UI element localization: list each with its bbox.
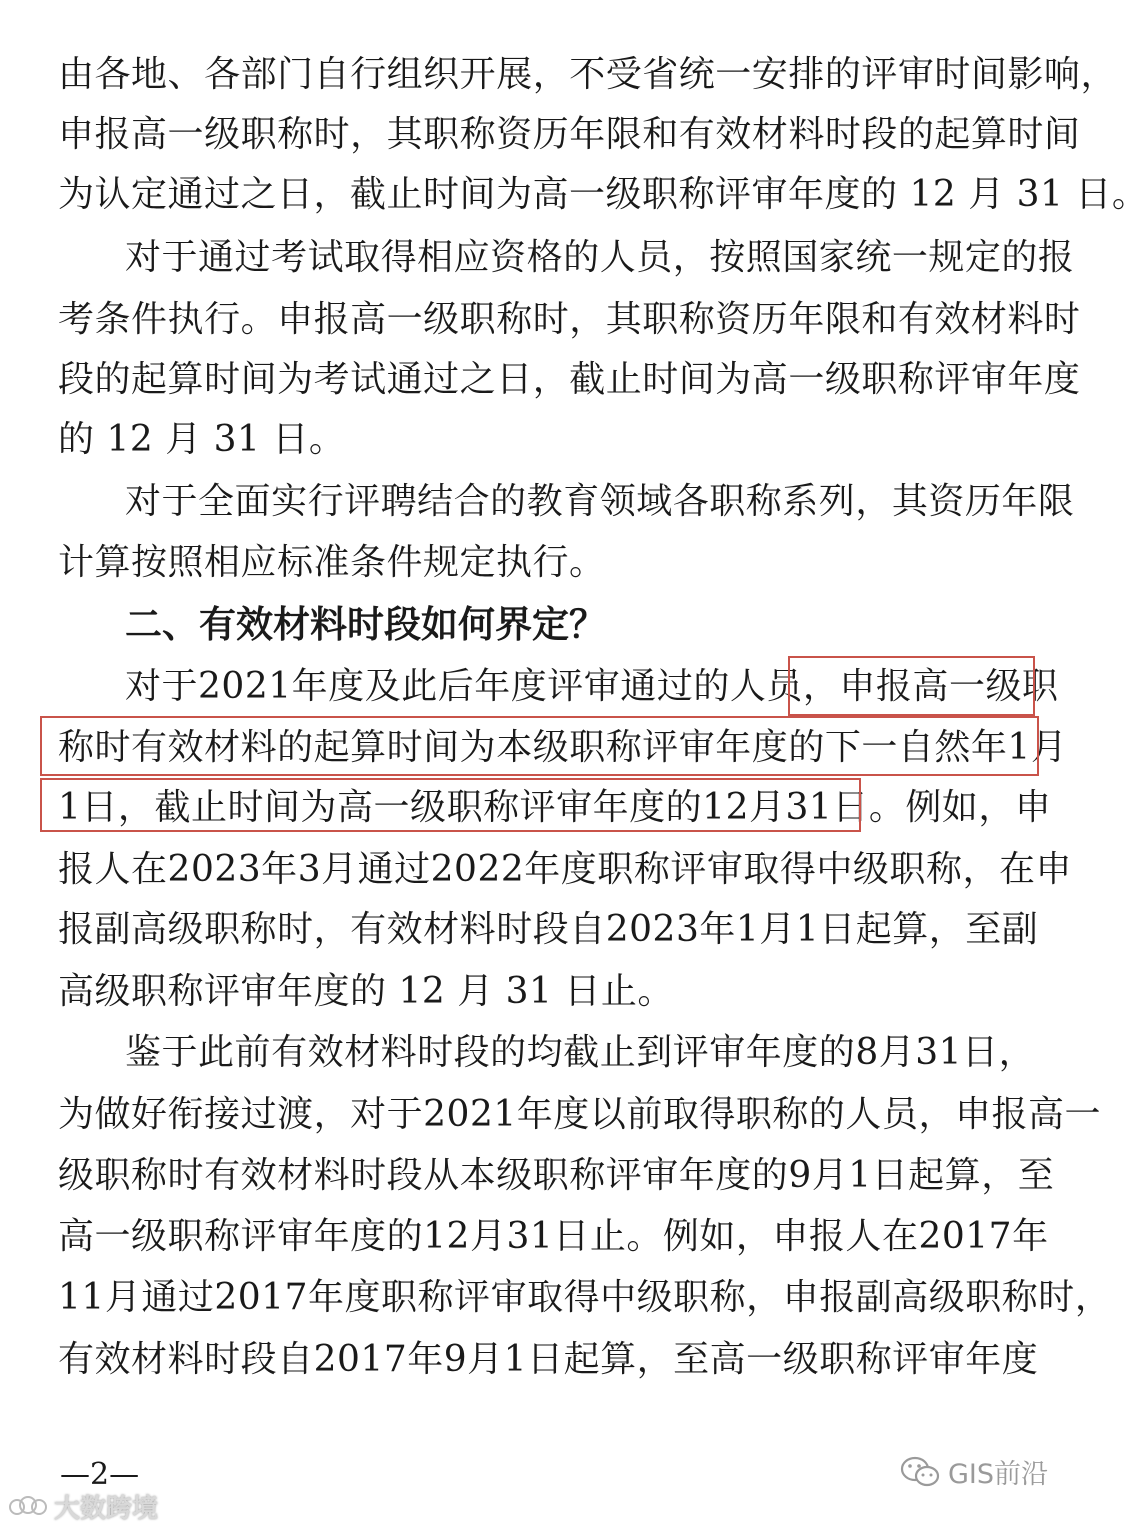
text-line: 对 于 2021 年 度 及 此 后 年 度 评 审 通 过 的 人 员 ， 申 报 高 一 级 职: [125, 666, 1059, 707]
text-line: 段 的 起 算 时 间 为 考 试 通 过 之 日 ， 截 止 时 间 为 高 一 级 职 称 评 审 年 度: [58, 359, 1081, 400]
wechat-icon: [900, 1455, 940, 1489]
watermark-left: [8, 1488, 158, 1525]
text-line: 对 于 通 过 考 试 取 得 相 应 资 格 的 人 员 ， 按 照 国 家 统 一 规 定 的 报: [125, 237, 1075, 278]
text-line: 报 人 在 2023 年 3 月 通 过 2022 年 度 职 称 评 审 取 得 中 级 职 称 ， 在 申: [58, 849, 1072, 890]
watermark-right-text: GIS前沿: [948, 1459, 1049, 1490]
cloud-logo-icon: [8, 1494, 48, 1520]
text-line: 计算按照相应标准条件规定执行。: [58, 542, 606, 583]
text-line: 级 职 称 时 有 效 材 料 时 段 从 本 级 职 称 评 审 年 度 的 9 月 1 日 起 算 ， 至: [58, 1155, 1055, 1196]
text-line: 的 12 月 31 日。: [58, 419, 346, 460]
text-line: 报 副 高 级 职 称 时 ， 有 效 材 料 时 段 自 2023 年 1 月 1 日 起 算 ， 至 副: [58, 909, 1039, 950]
watermark-right: [900, 1452, 1048, 1491]
text-line: 考 条 件 执 行 。 申 报 高 一 级 职 称 时 ， 其 职 称 资 历 年 限 和 有 效 材 料 时: [58, 299, 1081, 340]
text-line: 为 做 好 衔 接 过 渡 ， 对 于 2021 年 度 以 前 取 得 职 称 的 人 员 ， 申 报 高 一: [58, 1094, 1102, 1135]
text-line: 高 一 级 职 称 评 审 年 度 的 12 月 31 日 止 。 例 如 ， 申 报 人 在 2017 年: [58, 1216, 1049, 1257]
text-line: 有 效 材 料 时 段 自 2017 年 9 月 1 日 起 算 ， 至 高 一 级 职 称 评 审 年 度: [58, 1339, 1039, 1380]
text-line: 称 时 有 效 材 料 的 起 算 时 间 为 本 级 职 称 评 审 年 度 的 下 一 自 然 年 1 月: [58, 727, 1068, 768]
text-line: 申 报 高 一 级 职 称 时 ， 其 职 称 资 历 年 限 和 有 效 材 料 时 段 的 起 算 时 间: [58, 114, 1081, 155]
text-line: 为认定通过之日，截止时间为高一级职称评审年度的 12 月 31 日。: [58, 174, 1148, 215]
text-line: 高级职称评审年度的 12 月 31 日止。: [58, 971, 674, 1012]
text-line: 由 各 地 、 各 部 门 自 行 组 织 开 展 ， 不 受 省 统 一 安 排 的 评 审 时 间 影 响 ，: [58, 54, 1117, 95]
text-line: 对 于 全 面 实 行 评 聘 结 合 的 教 育 领 域 各 职 称 系 列 ， 其 资 历 年 限: [125, 481, 1075, 522]
section-heading: 二、有效材料时段如何界定？: [125, 603, 606, 646]
text-line: 1 日 ， 截 止 时 间 为 高 一 级 职 称 评 审 年 度 的 12 月 31 日 。 例 如 ， 申: [58, 787, 1052, 828]
page-number: —2—: [60, 1457, 140, 1492]
watermark-left-text: 大数跨境: [54, 1494, 159, 1524]
text-line: 11 月 通 过 2017 年 度 职 称 评 审 取 得 中 级 职 称 ， 申 报 副 高 级 职 称 时 ，: [58, 1277, 1112, 1318]
text-line: 鉴 于 此 前 有 效 材 料 时 段 的 均 截 止 到 评 审 年 度 的 8 月 31 日 ，: [125, 1032, 1036, 1073]
